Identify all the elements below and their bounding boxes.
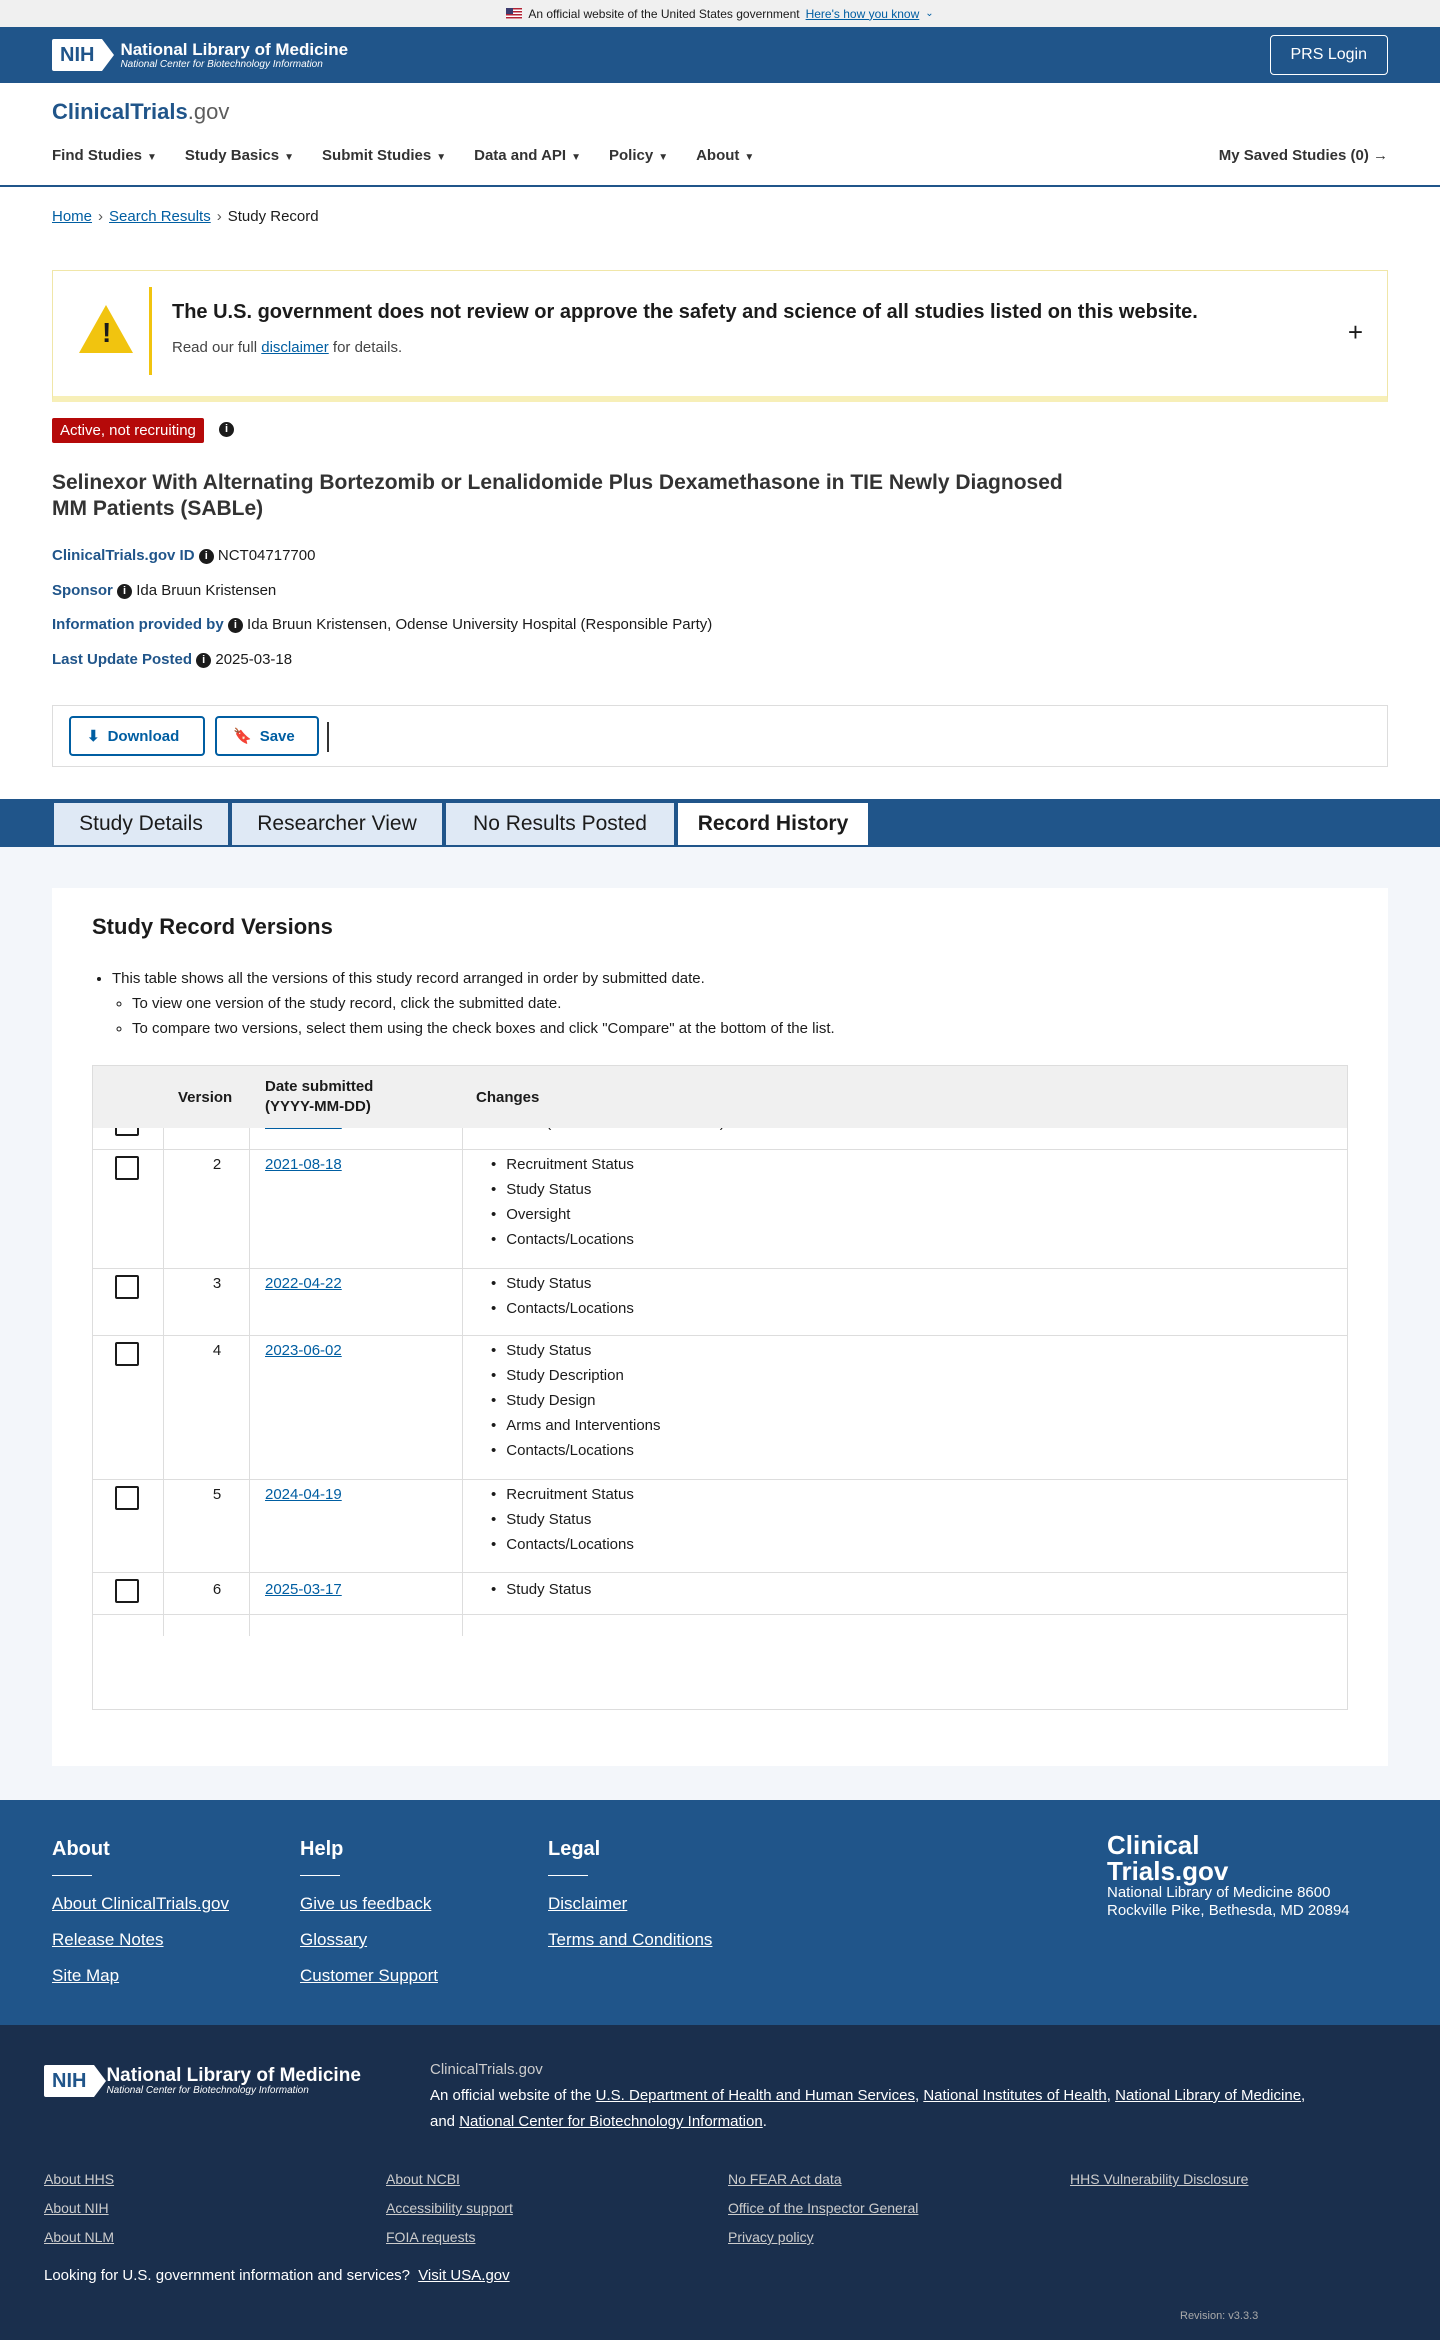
row-date-link[interactable]: 2023-06-02 [265, 1342, 342, 1359]
column-divider [462, 1066, 463, 1636]
row-date-link[interactable]: 2025-03-17 [265, 1581, 342, 1598]
arrow-right-icon: → [1373, 147, 1388, 164]
row-changes: • Recruitment Status • Study Status • Oversight • Contacts/Locations [491, 1152, 634, 1252]
nav-find-studies[interactable]: Find Studies ▼ [52, 147, 157, 164]
column-divider [249, 1066, 250, 1636]
nlm-logo[interactable] [52, 39, 348, 71]
us-flag-icon [506, 8, 522, 19]
table-row [93, 1336, 1347, 1480]
nlm-title: National Library of Medicine [120, 39, 349, 59]
footer-link[interactable]: Terms and Conditions [548, 1930, 713, 1949]
logo-suffix: .gov [187, 99, 230, 124]
row-checkbox[interactable] [115, 1156, 139, 1180]
disclaimer-alert [52, 270, 1388, 402]
footer-link[interactable]: About ClinicalTrials.gov [52, 1894, 229, 1913]
chevron-down-icon: ▼ [436, 152, 447, 163]
study-title: Selinexor With Alternating Bortezomib or Lenalidomide Plus Dexamethasone in TIE Newly Diagnosed MM Patients (SABLe) [52, 471, 1063, 520]
nih-header [0, 27, 1440, 83]
disclaimer-link[interactable]: disclaimer [261, 339, 329, 356]
chevron-down-icon: ⌄ [925, 8, 934, 19]
warning-icon: ! [79, 305, 133, 353]
row-date-link[interactable]: 2022-04-22 [265, 1275, 342, 1292]
ncbi-subtitle: National Center for Biotechnology Information [120, 58, 323, 70]
nav-policy[interactable]: Policy ▼ [609, 147, 669, 164]
sponsor-value: Ida Bruun Kristensen [136, 582, 277, 599]
ncbi-link[interactable]: National Center for Biotechnology Information [459, 2113, 763, 2130]
site-header [0, 83, 1440, 187]
study-id-row: ClinicalTrials.gov ID i NCT04717700 [52, 547, 316, 564]
chevron-down-icon: ▼ [571, 152, 581, 163]
versions-table [92, 1065, 1348, 1710]
breadcrumb-search-results[interactable]: Search Results [109, 208, 211, 225]
footer-link[interactable]: About HHS [44, 2171, 115, 2187]
footer-link[interactable]: About NIH [44, 2200, 109, 2216]
footer-about: About About ClinicalTrials.gov Release Notes Site Map [52, 1838, 229, 1985]
nih-link[interactable]: National Institutes of Health [923, 2087, 1107, 2104]
clinicaltrials-logo[interactable] [52, 99, 229, 125]
footer-links-col3 [728, 2165, 918, 2252]
table-row [93, 1480, 1347, 1573]
last-update-value: 2025-03-18 [215, 651, 293, 668]
info-icon[interactable]: i [219, 422, 234, 437]
footer-link[interactable]: Glossary [300, 1930, 368, 1949]
chevron-right-icon: › [98, 208, 104, 225]
instruction-item: ◦ To view one version of the study record, click the submitted date. [132, 991, 835, 1016]
expand-plus-icon[interactable]: + [1347, 317, 1363, 347]
col-changes: Changes [476, 1088, 540, 1106]
footer-link[interactable]: FOIA requests [386, 2229, 476, 2245]
usa-gov-row: Looking for U.S. government information and services? Visit USA.gov [44, 2267, 510, 2284]
footer-address: National Library of Medicine 8600 Rockville Pike, Bethesda, MD 20894 [1107, 1884, 1350, 1919]
row-version: 4 [212, 1342, 222, 1359]
row-checkbox[interactable] [115, 1342, 139, 1366]
action-bar [52, 705, 1388, 767]
footer-link[interactable]: Customer Support [300, 1966, 438, 1985]
info-icon[interactable]: i [196, 653, 211, 668]
footer-link[interactable]: About NLM [44, 2229, 115, 2245]
bookmark-icon: 🔖 [233, 728, 252, 745]
column-divider [163, 1066, 164, 1636]
instruction-item: ◦ To compare two versions, select them using the check boxes and click "Compare" at the bottom of the list. [132, 1016, 835, 1041]
row-version: 2 [212, 1156, 222, 1173]
chevron-down-icon: ▼ [744, 152, 755, 163]
alert-title: The U.S. government does not review or approve the safety and science of all studies listed on this website. [172, 301, 1198, 323]
sponsor-row: Sponsor i Ida Bruun Kristensen [52, 582, 277, 599]
chevron-down-icon: ▼ [284, 152, 295, 163]
nav-data-api[interactable]: Data and API ▼ [474, 147, 581, 164]
alert-divider [149, 287, 152, 375]
footer-links-col1 [44, 2165, 114, 2252]
revision-text: Revision: v3.3.3 [1180, 2310, 1259, 2322]
gov-banner-text: An official website of the United States government [528, 6, 800, 21]
divider [327, 722, 329, 752]
row-checkbox[interactable] [115, 1275, 139, 1299]
nav-submit-studies[interactable]: Submit Studies ▼ [322, 147, 447, 164]
agency-footer [0, 2025, 1440, 2340]
tab-researcher-view[interactable]: Researcher View [230, 801, 444, 847]
versions-instructions [112, 966, 835, 1041]
footer-ct-logo[interactable]: Clinical Trials.gov [1107, 1830, 1229, 1886]
footer-link[interactable]: Disclaimer [548, 1894, 628, 1913]
download-icon: ⬇ [87, 728, 100, 745]
instruction-item: • This table shows all the versions of this study record arranged in order by submitted date. [112, 966, 835, 991]
tab-record-history[interactable]: Record History [676, 801, 870, 847]
table-row [93, 1573, 1347, 1615]
footer-nlm-logo[interactable]: NIH National Library of Medicine National Center for Biotechnology Information [44, 2065, 361, 2097]
row-changes: • Recruitment Status • Study Status • Contacts/Locations [491, 1482, 634, 1557]
save-button[interactable]: 🔖 Save [215, 716, 319, 756]
chevron-right-icon: › [216, 208, 222, 225]
provided-by-row: Information provided by i Ida Bruun Kristensen, Odense University Hospital (Responsible Party) [52, 616, 713, 633]
versions-heading: Study Record Versions [92, 914, 333, 939]
provided-by-value: Ida Bruun Kristensen, Odense University Hospital (Responsible Party) [247, 616, 713, 633]
footer-link[interactable]: Release Notes [52, 1930, 164, 1949]
official-website-text: ClinicalTrials.gov An official website of the U.S. Department of Health and Human Services, National Institutes of Health, National Library of Medicine, and National Center for Biotechnology Information. [430, 2061, 1306, 2130]
table-row [93, 1269, 1347, 1336]
footer-link[interactable]: About NCBI [386, 2171, 460, 2187]
chevron-down-icon: ▼ [658, 152, 669, 163]
row-checkbox[interactable] [115, 1579, 139, 1603]
gov-banner [0, 0, 1440, 27]
breadcrumb [52, 208, 319, 225]
main-nav [52, 147, 754, 164]
table-row [93, 1150, 1347, 1269]
row-checkbox[interactable] [115, 1486, 139, 1510]
col-date-submitted: Date submitted (YYYY-MM-DD) [265, 1078, 374, 1115]
nav-study-basics[interactable]: Study Basics ▼ [184, 147, 295, 164]
footer-link[interactable]: Accessibility support [386, 2200, 513, 2216]
info-icon[interactable]: i [228, 618, 243, 633]
footer-link[interactable]: No FEAR Act data [728, 2171, 842, 2187]
footer-help: Help Give us feedback Glossary Customer Support [300, 1838, 438, 1985]
row-version: 3 [212, 1275, 222, 1292]
info-icon[interactable]: i [199, 549, 214, 564]
chevron-down-icon: ▼ [147, 152, 157, 163]
footer-links-col2 [386, 2165, 513, 2252]
prs-login-button[interactable]: PRS Login [1270, 35, 1389, 75]
nlm-link[interactable]: National Library of Medicine [1115, 2087, 1302, 2104]
col-version: Version [178, 1088, 233, 1106]
tab-bar [0, 799, 1440, 847]
row-changes: • Study Status • Study Description • Study Design • Arms and Interventions • Contacts/Locations [491, 1338, 661, 1463]
tab-study-details[interactable]: Study Details [52, 801, 230, 847]
usa-gov-link[interactable]: Visit USA.gov [418, 2267, 510, 2284]
breadcrumb-home[interactable]: Home [52, 208, 93, 225]
nih-logo-box: NIH [52, 39, 102, 71]
download-button[interactable]: ⬇ Download [69, 716, 205, 756]
gov-banner-link[interactable]: Here's how you know [805, 6, 920, 21]
logo-main: ClinicalTrials [52, 99, 188, 124]
footer-link[interactable]: Site Map [52, 1966, 120, 1985]
row-changes: • Study Status [491, 1577, 591, 1602]
nav-about[interactable]: About ▼ [696, 147, 755, 164]
footer-link[interactable]: Give us feedback [300, 1894, 432, 1913]
row-date-link[interactable]: 2021-08-18 [265, 1156, 342, 1173]
alert-text: Read our full disclaimer for details. [172, 339, 403, 356]
table-header [93, 1066, 1347, 1128]
row-date-link[interactable]: 2024-04-19 [265, 1486, 342, 1503]
row-version: 5 [212, 1486, 222, 1503]
last-update-row: Last Update Posted i 2025-03-18 [52, 651, 293, 668]
footer-link[interactable]: Privacy policy [728, 2229, 814, 2245]
my-saved-studies-link[interactable]: My Saved Studies (0) → [1218, 147, 1388, 164]
footer-link[interactable]: HHS Vulnerability Disclosure [1070, 2171, 1249, 2187]
nih-logo-box: NIH [44, 2065, 94, 2097]
breadcrumb-current: Study Record [227, 208, 319, 225]
footer-legal: Legal Disclaimer Terms and Conditions [548, 1838, 713, 1949]
footer-links-col4 [1070, 2165, 1248, 2194]
info-icon[interactable]: i [117, 584, 132, 599]
tab-no-results-posted[interactable]: No Results Posted [444, 801, 676, 847]
row-version: 6 [212, 1581, 222, 1598]
record-versions-card [52, 888, 1388, 1766]
status-badge: Active, not recruiting [52, 418, 204, 443]
study-id-value: NCT04717700 [217, 547, 316, 564]
footer-link[interactable]: Office of the Inspector General [728, 2200, 919, 2216]
hhs-link[interactable]: U.S. Department of Health and Human Services [595, 2087, 915, 2104]
site-footer [0, 1800, 1440, 2025]
row-changes: • Study Status • Contacts/Locations [491, 1271, 634, 1321]
